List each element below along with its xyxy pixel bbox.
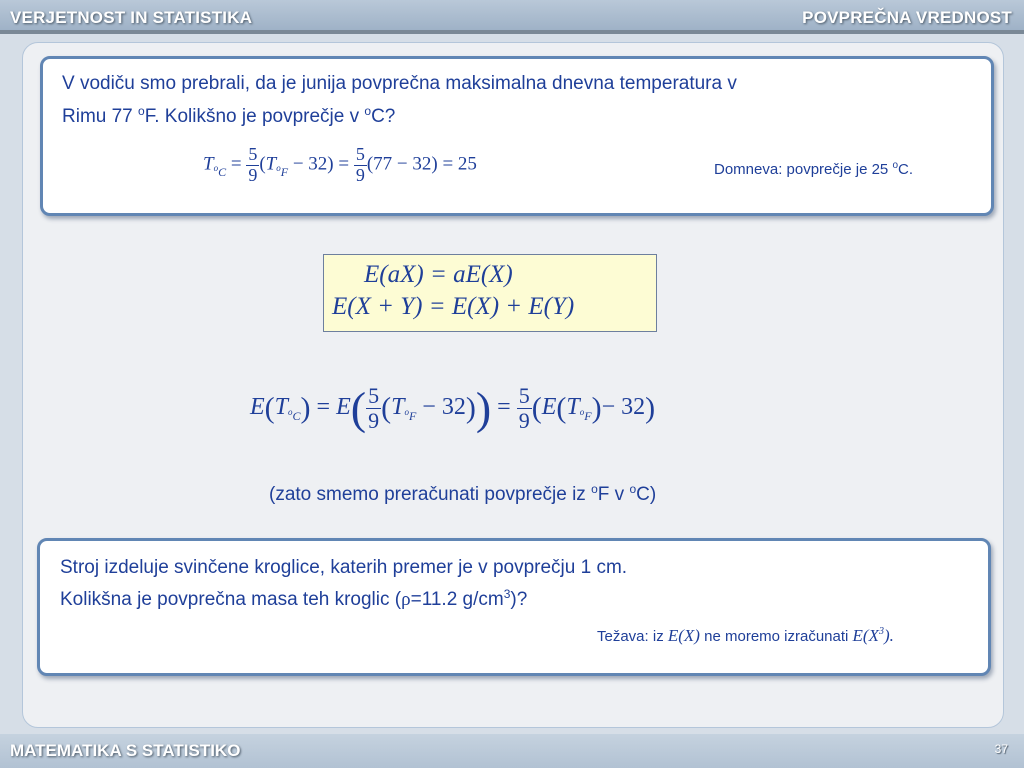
f2-frac-den: 9 — [368, 408, 380, 434]
temperature-question-line2 — [62, 104, 395, 128]
dn-ex3-end: ). — [883, 626, 894, 645]
rho-symbol: ρ — [401, 589, 411, 610]
expectation-properties-box — [323, 254, 657, 332]
formula-sub-f: F — [280, 164, 289, 179]
formula-minus32: − 32 — [292, 153, 328, 175]
degree-symbol: o — [364, 104, 372, 118]
formula-sub-c: C — [218, 164, 227, 179]
frac-num-2: 5 — [355, 144, 365, 164]
footer-title: MATEMATIKA S STATISTIKO — [10, 741, 241, 760]
expl-degree-2: o — [629, 482, 637, 496]
s2-end: )? — [510, 589, 528, 610]
spheres-question-line2 — [60, 587, 527, 611]
frac-num: 5 — [248, 144, 258, 164]
expectation-conversion-formula: $E(T_{^oC}) = E$( $\frac{5}{9}$ $(T_{^oF} - 32)$) = $\frac{5}{9}$ $(E(T_{^oF})- 32)$ — [250, 382, 656, 434]
f2-minus32-2: − 32 — [601, 394, 646, 421]
dn-mid: ne moremo izračunati — [699, 628, 853, 645]
q2-prefix: Rimu 77 — [62, 106, 139, 127]
f2-deg-2: o — [404, 407, 409, 418]
s2-prefix: Kolikšna je povprečna masa teh kroglic ( — [60, 589, 402, 610]
formula-result: = 25 — [442, 153, 477, 175]
dn-ex3: E(X — [852, 626, 879, 645]
expl-degree: o — [591, 482, 598, 496]
f2-frac-num-2: 5 — [518, 383, 530, 408]
formula-equals: = — [230, 153, 242, 175]
formula-value: 77 — [373, 153, 393, 175]
f2-sub-c: C — [292, 409, 301, 424]
f2-sub-f-2: F — [584, 409, 592, 424]
linearity-scalar: E(aX) = aE(X) — [364, 261, 513, 288]
conversion-explanation — [269, 482, 656, 506]
note-degree: o — [892, 160, 898, 171]
spheres-question-line1: Stroj izdeluje svinčene kroglice, katerih premer je v povprečju 1 cm. — [60, 557, 628, 578]
q2-mid: F. Kolikšno je povprečje v — [144, 106, 365, 127]
frac-den: 9 — [248, 164, 258, 185]
f2-frac-num: 5 — [368, 383, 380, 408]
formula-minus32-2: − 32 — [396, 153, 432, 175]
assumption-note — [714, 160, 913, 178]
f2-T-2: T — [391, 394, 405, 421]
degree-symbol: o — [138, 104, 145, 118]
f2-deg: o — [288, 407, 293, 418]
f2-frac-den-2: 9 — [518, 408, 530, 434]
section-title: POVPREČNA VREDNOST — [802, 8, 1012, 27]
frac-den-2: 9 — [355, 164, 365, 185]
formula-T-f: T — [265, 153, 277, 175]
temperature-question-line1: V vodiču smo prebrali, da je junija povprečna maksimalna dnevna temperatura v — [62, 73, 737, 94]
f2-E-3: E — [541, 394, 557, 421]
linearity-sum: E(X + Y) = E(X) + E(Y) — [332, 293, 575, 320]
formula-deg: o — [213, 162, 219, 173]
dn-prefix: Težava: iz — [597, 628, 668, 645]
formula-equals-2: = — [338, 153, 350, 175]
f2-E-2: E — [336, 394, 351, 421]
note-end: C. — [898, 161, 913, 178]
note-prefix: Domneva: povprečje je 25 — [714, 161, 893, 178]
q2-end: C? — [371, 106, 396, 127]
f2-T: T — [274, 394, 289, 421]
dn-ex: E(X) — [667, 626, 700, 645]
header-bar — [0, 0, 1024, 34]
dn-pow: 3 — [878, 626, 884, 637]
conversion-formula: $T_{^oC}$ = $\frac{5}{9}$ $(T_{^oF} - 32)$ = $\frac{5}{9}$ (77 − 32) = 25 — [203, 144, 477, 185]
difficulty-note — [597, 626, 894, 646]
footer-bar — [0, 734, 1024, 768]
expl-mid: F v — [597, 484, 630, 505]
f2-sub-f: F — [408, 409, 417, 424]
expl-prefix: (zato smemo preračunati povprečje iz — [269, 484, 592, 505]
formula-deg-f: o — [276, 162, 281, 173]
page-number: 37 — [994, 742, 1008, 756]
course-title: VERJETNOST IN STATISTIKA — [10, 8, 253, 27]
f2-minus32: − 32 — [422, 394, 466, 421]
f2-T-3: T — [566, 394, 580, 421]
cube-exponent: 3 — [503, 587, 511, 601]
f2-deg-3: o — [579, 407, 585, 418]
f2-E: E — [250, 394, 265, 421]
formula-T: T — [203, 153, 214, 175]
expl-end: C) — [636, 484, 657, 505]
s2-mid: =11.2 g/cm — [410, 589, 504, 610]
